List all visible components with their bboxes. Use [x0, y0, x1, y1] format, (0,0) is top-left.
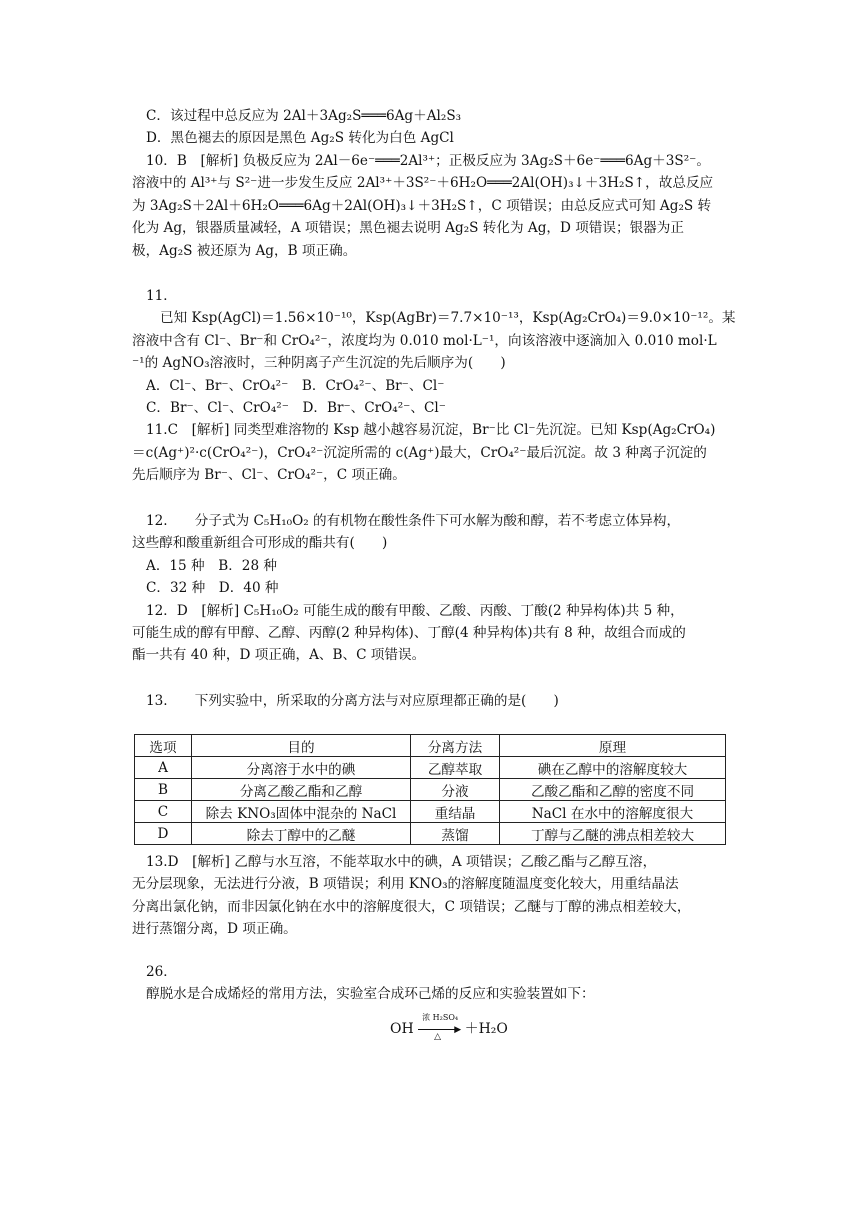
q12-options-cd: C．32 种 D．40 种 [146, 580, 279, 597]
table-row [135, 757, 726, 779]
table-header-cell: 原理 [500, 735, 726, 757]
q10-answer-line: 10．B [解析] 负极反应为 2Al－6e⁻═══2Al³⁺；正极反应为 3Ag₂S＋6e⁻═══6Ag＋3S²⁻。 [146, 153, 710, 169]
table-cell: 乙醇萃取 [411, 757, 500, 779]
q11-block [132, 285, 736, 487]
q12-answer-line: 酯一共有 40 种，D 项正确，A、B、C 项错误。 [132, 647, 426, 664]
q11-answer-line: 先后顺序为 Br⁻、Cl⁻、CrO₄²⁻，C 项正确。 [132, 467, 406, 484]
table-cell: 乙酸乙酯和乙醇的密度不同 [500, 779, 726, 801]
q10-answer-line: 极，Ag₂S 被还原为 Ag，B 项正确。 [132, 242, 357, 259]
q10-answer-line: 为 3Ag₂S＋2Al＋6H₂O═══6Ag＋2Al(OH)₃↓＋3H₂S↑，C 项错误；由总反应式可知 Ag₂S 转 [132, 197, 712, 214]
q13-stem-block [132, 690, 732, 712]
q11-number: 11． [146, 288, 177, 304]
product-label: ＋H₂O [464, 1021, 508, 1037]
table-cell: D [135, 823, 192, 845]
q10-answer [132, 150, 732, 262]
q12-answer-line: 12．D [解析] C₅H₁₀O₂ 可能生成的酸有甲酸、乙酸、丙酸、丁酸(2 种异构体)共 5 种， [146, 602, 684, 619]
table-header-row [135, 735, 726, 757]
q13-stem: 13. 下列实验中，所采取的分离方法与对应原理都正确的是( ) [146, 693, 559, 709]
q11-stem-line: 溶液中含有 Cl⁻、Br⁻和 CrO₄²⁻，浓度均为 0.010 mol·L⁻¹，向该溶液中逐滴加入 0.010 mol·L [132, 332, 717, 349]
table-cell: 分液 [411, 779, 500, 801]
q11-options-cd: C．Br⁻、Cl⁻、CrO₄²⁻ D．Br⁻、CrO₄²⁻、Cl⁻ [146, 400, 446, 417]
q12-stem-line: 这些醇和酸重新组合可形成的酯共有( ) [132, 535, 388, 552]
table-row [135, 779, 726, 801]
reaction-equation [390, 1013, 508, 1042]
q12-block [132, 510, 732, 667]
q13-answer-line: 进行蒸馏分离，D 项正确。 [132, 921, 297, 938]
q9-option-c: C．该过程中总反应为 2Al＋3Ag₂S═══6Ag＋Al₂S₃ [146, 108, 462, 124]
arrow-condition-bottom: △ [434, 1032, 442, 1042]
table-header-cell: 分离方法 [411, 735, 500, 757]
table-cell: 蒸馏 [411, 823, 500, 845]
table-header-cell: 选项 [135, 735, 192, 757]
q26-intro: 醇脱水是合成烯烃的常用方法，实验室合成环己烯的反应和实验装置如下： [146, 986, 595, 1003]
q26-block [132, 961, 732, 1006]
table-cell: 分离溶于水中的碘 [192, 757, 411, 779]
table-cell: 重结晶 [411, 801, 500, 823]
q12-answer-line: 可能生成的醇有甲醇、乙醇、丙醇(2 种异构体)、丁醇(4 种异构体)共有 8 种，故组合而成的 [132, 625, 686, 642]
table-row [135, 801, 726, 823]
q13-answer-line: 13.D [解析] 乙醇与水互溶，不能萃取水中的碘，A 项错误；乙酸乙酯与乙醇互溶， [146, 854, 657, 870]
q10-answer-line: 化为 Ag，银器质量减轻，A 项错误；黑色褪去说明 Ag₂S 转化为 Ag，D 项错误；银器为正 [132, 220, 684, 237]
q11-options-ab: A．Cl⁻、Br⁻、CrO₄²⁻ B．CrO₄²⁻、Br⁻、Cl⁻ [146, 377, 445, 394]
q12-options-ab: A．15 种 B．28 种 [146, 557, 278, 574]
q11-stem-line: ⁻¹的 AgNO₃溶液时，三种阴离子产生沉淀的先后顺序为( ) [132, 355, 506, 372]
reactant-label: OH [390, 1021, 414, 1037]
q11-answer-line: ＝c(Ag⁺)²·c(CrO₄²⁻)，CrO₄²⁻沉淀所需的 c(Ag⁺)最大，CrO₄²⁻最后沉淀。故 3 种离子沉淀的 [132, 444, 707, 461]
table-cell: C [135, 801, 192, 823]
arrow-head-icon: ▶ [454, 1025, 462, 1035]
table-row [135, 823, 726, 845]
q9-option-d: D．黑色褪去的原因是黑色 Ag₂S 转化为白色 AgCl [146, 130, 454, 147]
table-cell: NaCl 在水中的溶解度很大 [500, 801, 726, 823]
table-cell: 除去丁醇中的乙醚 [192, 823, 411, 845]
separation-table [134, 734, 726, 845]
q26-number: 26． [146, 964, 177, 980]
table-cell: 分离乙酸乙酯和乙醇 [192, 779, 411, 801]
table-cell: 碘在乙醇中的溶解度较大 [500, 757, 726, 779]
q13-answer [132, 851, 732, 941]
table-cell: B [135, 779, 192, 801]
table-header-cell: 目的 [192, 735, 411, 757]
table-cell: 除去 KNO₃固体中混杂的 NaCl [192, 801, 411, 823]
q10-answer-line: 溶液中的 Al³⁺与 S²⁻进一步发生反应 2Al³⁺＋3S²⁻＋6H₂O═══2Al(OH)₃↓＋3H₂S↑，故总反应 [132, 175, 714, 192]
arrow-condition-top: 浓 H₂SO₄ [422, 1013, 459, 1022]
q11-stem-line: 已知 Ksp(AgCl)＝1.56×10⁻¹⁰，Ksp(AgBr)＝7.7×10⁻¹³，Ksp(Ag₂CrO₄)＝9.0×10⁻¹²。某 [160, 310, 736, 327]
reaction-arrow [418, 1013, 462, 1042]
q11-answer-line: 11.C [解析] 同类型难溶物的 Ksp 越小越容易沉淀，Br⁻比 Cl⁻先沉淀。已知 Ksp(Ag₂CrO₄) [146, 422, 716, 439]
q13-answer-line: 分离出氯化钠，而非因氯化钠在水中的溶解度很大，C 项错误；乙醚与丁醇的沸点相差较大， [132, 898, 691, 915]
q9-options [132, 105, 732, 150]
table-cell: 丁醇与乙醚的沸点相差较大 [500, 823, 726, 845]
q12-stem-line: 12. 分子式为 C₅H₁₀O₂ 的有机物在酸性条件下可水解为酸和醇，若不考虑立体异构， [146, 513, 681, 529]
q13-answer-line: 无分层现象，无法进行分液，B 项错误；利用 KNO₃的溶解度随温度变化较大，用重结晶法 [132, 876, 679, 893]
table-cell: A [135, 757, 192, 779]
